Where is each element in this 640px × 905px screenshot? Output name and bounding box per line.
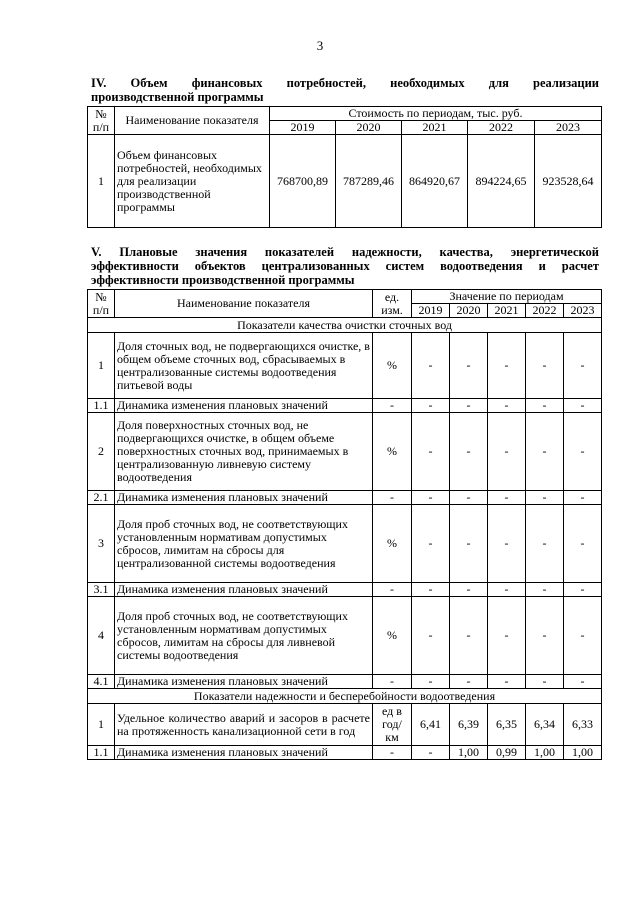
row-unit: - [373,491,412,505]
col-header-values: Значение по периодам [412,290,602,304]
row-value: - [488,333,526,399]
row-num: 1.1 [88,399,115,413]
row-value: - [450,333,488,399]
row-num: 2.1 [88,491,115,505]
section-4-title-line2: производственной программы [91,90,264,104]
row-unit: ед в год/ км [373,704,412,746]
year-header: 2022 [468,121,535,135]
table-row [88,333,602,399]
row-name: Динамика изменения плановых значений [115,675,373,689]
section-5-title [91,245,599,287]
row-value: - [450,399,488,413]
table-row [88,399,602,413]
row-value: - [526,505,564,583]
year-header: 2023 [564,304,602,318]
row-value: 787289,46 [336,135,402,228]
row-unit: - [373,746,412,760]
row-name: Динамика изменения плановых значений [115,746,373,760]
row-value: - [526,491,564,505]
row-value: - [488,491,526,505]
col-header-cost: Стоимость по периодам, тыс. руб. [270,107,602,121]
table-row [88,505,602,583]
year-header: 2023 [535,121,602,135]
year-header: 2022 [526,304,564,318]
col-header-num: № п/п [88,107,115,135]
row-value: 1,00 [450,746,488,760]
row-value: - [412,333,450,399]
row-value: - [450,413,488,491]
row-value: 6,41 [412,704,450,746]
row-unit: % [373,505,412,583]
row-num: 2 [88,413,115,491]
table-row [88,135,602,228]
row-name: Удельное количество аварий и засоров в расчете на протяженность канализационной сети в год [115,704,373,746]
row-value: - [412,413,450,491]
row-value: - [564,491,602,505]
row-value: 923528,64 [535,135,602,228]
table-row [88,597,602,675]
row-value: - [526,675,564,689]
row-value: 1,00 [564,746,602,760]
row-value: - [564,597,602,675]
row-unit: - [373,675,412,689]
row-value: - [564,399,602,413]
row-num: 3.1 [88,583,115,597]
row-unit: % [373,413,412,491]
row-value: - [412,597,450,675]
col-header-num: № п/п [88,290,115,318]
row-value: - [412,746,450,760]
row-value: - [450,491,488,505]
row-num: 1 [88,333,115,399]
row-name: Динамика изменения плановых значений [115,491,373,505]
col-header-name: Наименование показателя [115,290,373,318]
row-value: 6,35 [488,704,526,746]
table-row [88,746,602,760]
year-header: 2021 [402,121,468,135]
section-5-title-line1: V. Плановые значения показателей надежности, качества, энергетической [91,245,599,259]
row-value: 1,00 [526,746,564,760]
row-num: 4.1 [88,675,115,689]
row-value: 6,34 [526,704,564,746]
row-name: Динамика изменения плановых значений [115,399,373,413]
row-value: - [450,675,488,689]
row-value: 6,33 [564,704,602,746]
table-row [88,413,602,491]
row-value: 0,99 [488,746,526,760]
row-value: - [488,597,526,675]
table-row [88,704,602,746]
page-number: 3 [316,38,324,53]
section-5-title-line3: эффективности производственной программы [91,273,355,287]
group-header-reliability: Показатели надежности и бесперебойности водоотведения [88,689,602,704]
row-num: 1 [88,135,115,228]
table-row [88,675,602,689]
row-num: 1.1 [88,746,115,760]
year-header: 2020 [450,304,488,318]
row-unit: % [373,597,412,675]
group-header-quality: Показатели качества очистки сточных вод [88,318,602,333]
row-value: 768700,89 [270,135,336,228]
row-value: - [564,413,602,491]
row-value: - [526,399,564,413]
row-name: Доля сточных вод, не подвергающихся очистке, в общем объеме сточных вод, сбрасываемых в централизованные системы водоотведения питьевой воды [115,333,373,399]
col-header-name: Наименование показателя [115,107,270,135]
row-value: - [450,505,488,583]
year-header: 2019 [412,304,450,318]
row-name: Объем финансовых потребностей, необходимых для реализации производственной программы [115,135,270,228]
row-value: - [526,413,564,491]
row-value: - [450,597,488,675]
row-value: - [526,597,564,675]
indicators-table [87,289,602,760]
row-value: - [450,583,488,597]
row-unit: - [373,583,412,597]
row-value: - [412,583,450,597]
row-value: - [564,505,602,583]
row-value: 894224,65 [468,135,535,228]
table-row [88,491,602,505]
row-value: 6,39 [450,704,488,746]
row-value: - [412,675,450,689]
row-value: - [488,675,526,689]
row-value: - [412,505,450,583]
section-5-title-line2: эффективности объектов централизованных систем водоотведения и расчет [91,259,599,273]
row-name: Доля проб сточных вод, не соответствующих установленным нормативам допустимых сбросов, лимитам на сбросы для ливневой системы водоотведения [115,597,373,675]
row-value: - [488,505,526,583]
row-name: Динамика изменения плановых значений [115,583,373,597]
row-unit: - [373,399,412,413]
row-num: 3 [88,505,115,583]
section-4-title-line1: IV. Объем финансовых потребностей, необходимых для реализации [91,76,599,90]
row-value: - [564,583,602,597]
row-unit: % [373,333,412,399]
row-value: - [526,333,564,399]
row-value: - [488,583,526,597]
row-value: - [564,333,602,399]
section-4-title [91,76,599,104]
row-num: 1 [88,704,115,746]
row-value: - [488,399,526,413]
table-row [88,583,602,597]
financial-needs-table [87,106,602,228]
row-value: - [412,399,450,413]
row-name: Доля проб сточных вод, не соответствующих установленным нормативам допустимых сбросов, лимитам на сбросы для централизованной системы водоотведения [115,505,373,583]
year-header: 2019 [270,121,336,135]
row-value: - [526,583,564,597]
row-value: - [564,675,602,689]
col-header-unit: ед. изм. [373,290,412,318]
row-value: 864920,67 [402,135,468,228]
row-name: Доля поверхностных сточных вод, не подвергающихся очистке, в общем объеме поверхностных сточных вод, принимаемых в централизованную ливневую систему водоотведения [115,413,373,491]
year-header: 2021 [488,304,526,318]
row-value: - [412,491,450,505]
row-num: 4 [88,597,115,675]
row-value: - [488,413,526,491]
year-header: 2020 [336,121,402,135]
